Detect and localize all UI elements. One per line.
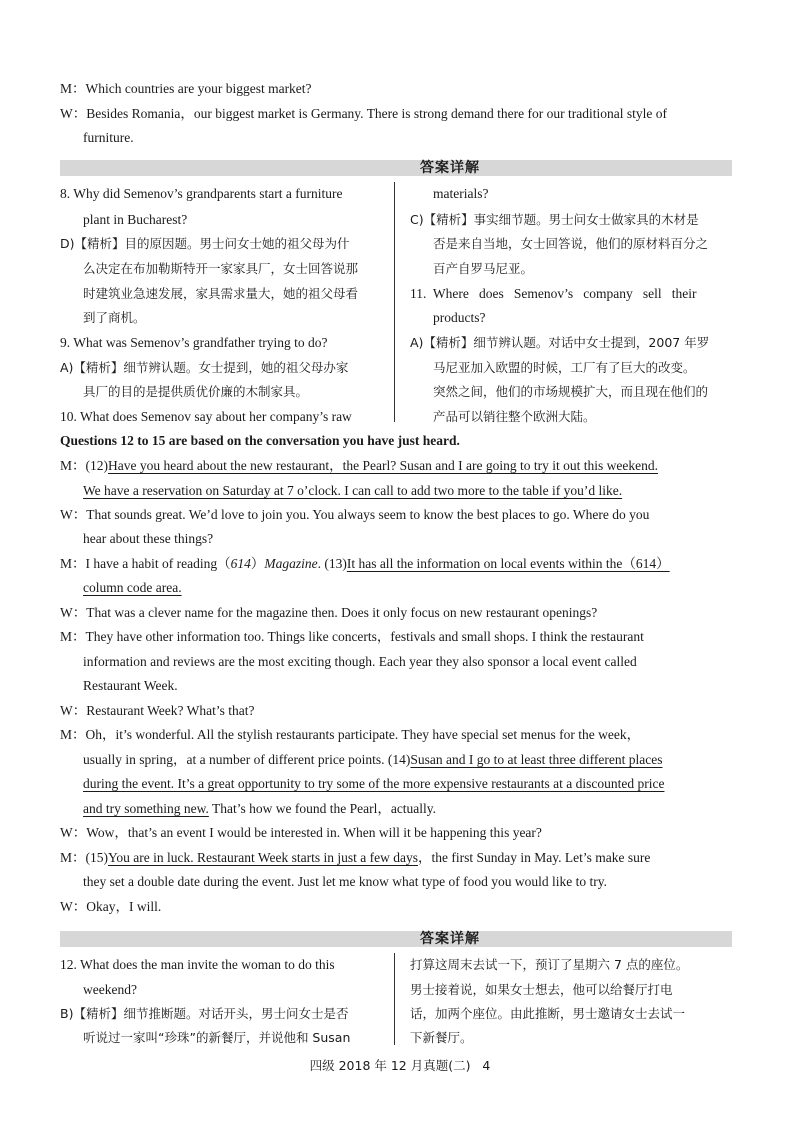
underlined-text: You are in luck. Restaurant Week starts in just a few days	[108, 850, 418, 865]
answer-12-cont: 听说过一家叫“珍珠”的新餐厅，并说他和 Susan	[83, 1030, 351, 1045]
text: M：(15)	[60, 850, 108, 865]
speaker-prefix: M：(12)	[60, 458, 108, 473]
column-divider	[394, 953, 395, 1045]
question-12-cont: weekend?	[83, 982, 137, 997]
question-8-cont: plant in Bucharest?	[83, 212, 188, 227]
answer-8-cont: 到了商机。	[83, 310, 146, 325]
text: ）	[250, 556, 265, 571]
text: . (13)	[317, 556, 347, 571]
page-footer: 四级 2018 年 12 月真题(二) 4	[309, 1058, 491, 1073]
dialog-line: M：They have other information too. Things like concerts，festivals and small shops. I think the restaurant	[60, 629, 644, 644]
answer-12-cont: 话，加两个座位。由此推断，男士邀请女士去试一	[410, 1006, 686, 1021]
dialog-line	[60, 456, 658, 476]
text: ，the first Sunday in May. Let’s make sure	[417, 850, 651, 865]
question-12: 12. What does the man invite the woman to do this	[60, 957, 335, 972]
dialog-line: hear about these things?	[83, 531, 214, 546]
answer-9: A)【精析】细节辨认题。女士提到，她的祖父母办家	[60, 360, 349, 375]
underlined-text: column code area.	[83, 580, 182, 595]
dialog-line	[60, 554, 670, 574]
answer-8-cont: 么决定在布加勒斯特开一家家具厂，女士回答说那	[83, 261, 359, 276]
answer-12: B)【精析】细节推断题。对话开头，男士问女士是否	[60, 1006, 349, 1021]
dialog-line: W：Okay，I will.	[60, 899, 162, 914]
dialog-line: W：Wow，that’s an event I would be interested in. When will it be happening this year?	[60, 825, 542, 840]
answer-10: C)【精析】事实细节题。男士问女士做家具的木材是	[410, 212, 699, 227]
column-divider	[394, 182, 395, 422]
section-header-bar	[60, 160, 732, 176]
dialog-line	[83, 481, 622, 501]
dialog-line	[83, 799, 436, 819]
answer-8: D)【精析】目的原因题。男士问女士她的祖父母为什	[60, 236, 350, 251]
dialog-line: information and reviews are the most exciting though. Each year they also sponsor a local event called	[83, 654, 637, 669]
answer-9-cont: 具厂的目的是提供质优价廉的木制家具。	[83, 384, 309, 399]
underlined-text: It has all the information on local events within the（614）	[346, 556, 670, 571]
dialog-line: W：Restaurant Week? What’s that?	[60, 703, 255, 718]
answer-12-cont: 打算这周末去试一下，预订了星期六 7 点的座位。	[410, 957, 689, 972]
question-9: 9. What was Semenov’s grandfather trying to do?	[60, 335, 328, 350]
underlined-text: We have a reservation on Saturday at 7 o’clock. I can call to add two more to the table if you’d like.	[83, 483, 623, 498]
magazine-name: Magazine	[264, 556, 318, 571]
question-8: 8. Why did Semenov’s grandparents start a furniture	[60, 186, 343, 201]
dialog-line: M：Oh，it’s wonderful. All the stylish restaurants participate. They have special set menus for the week，	[60, 727, 641, 742]
dialog-line	[83, 750, 662, 770]
dialog-line: furniture.	[83, 130, 134, 145]
answer-11-cont: 产品可以销往整个欧洲大陆。	[433, 409, 596, 424]
section-title: 答案详解	[420, 931, 480, 947]
dialog-line: M：Which countries are your biggest market?	[60, 81, 312, 96]
underlined-text: Have you heard about the new restaurant，the Pearl? Susan and I are going to try it out this weekend.	[108, 458, 658, 473]
answer-8-cont: 时建筑业急速发展，家具需求量大，她的祖父母看	[83, 286, 359, 301]
text: That’s how we found the Pearl，actually.	[208, 801, 437, 816]
section-title: 答案详解	[420, 160, 480, 176]
text: 614	[230, 556, 251, 571]
underlined-text: during the event. It’s a great opportunity to try some of the more expensive restaurants at a discounted price	[83, 776, 665, 791]
questions-heading: Questions 12 to 15 are based on the conversation you have just heard.	[60, 433, 460, 448]
question-11-cont: products?	[433, 310, 486, 325]
answer-12-cont: 下新餐厅。	[410, 1030, 473, 1045]
text: usually in spring，at a number of different price points. (14)	[83, 752, 411, 767]
underlined-text: Susan and I go to at least three different places	[410, 752, 663, 767]
answer-10-cont: 百产自罗马尼亚。	[433, 261, 534, 276]
dialog-line: they set a double date during the event. Just let me know what type of food you would like to try.	[83, 874, 608, 889]
section-header-bar	[60, 931, 732, 947]
answer-11-cont: 马尼亚加入欧盟的时候，工厂有了巨大的改变。	[433, 360, 696, 375]
question-10-cont: materials?	[433, 186, 489, 201]
question-10: 10. What does Semenov say about her company’s raw	[60, 409, 352, 424]
answer-12-cont: 男士接着说，如果女士想去，他可以给餐厅打电	[410, 982, 673, 997]
dialog-line	[83, 774, 664, 794]
answer-11-cont: 突然之间，他们的市场规模扩大，而且现在他们的	[433, 384, 709, 399]
dialog-line: W：That was a clever name for the magazine then. Does it only focus on new restaurant openings?	[60, 605, 598, 620]
dialog-line: W：Besides Romania，our biggest market is Germany. There is strong demand there for our traditional style of	[60, 106, 667, 121]
dialog-line: W：That sounds great. We’d love to join you. You always seem to know the best places to go. Where do you	[60, 507, 650, 522]
answer-11: A)【精析】细节辨认题。对话中女士提到，2007 年罗	[410, 335, 710, 350]
underlined-text: and try something new.	[83, 801, 209, 816]
dialog-line	[83, 578, 182, 598]
dialog-line	[60, 848, 650, 868]
text: M：I have a habit of reading（	[60, 556, 231, 571]
answer-10-cont: 否是来自当地，女士回答说，他们的原材料百分之	[433, 236, 709, 251]
dialog-line: Restaurant Week.	[83, 678, 178, 693]
question-11: 11. Where does Semenov’s company sell their	[410, 286, 697, 301]
